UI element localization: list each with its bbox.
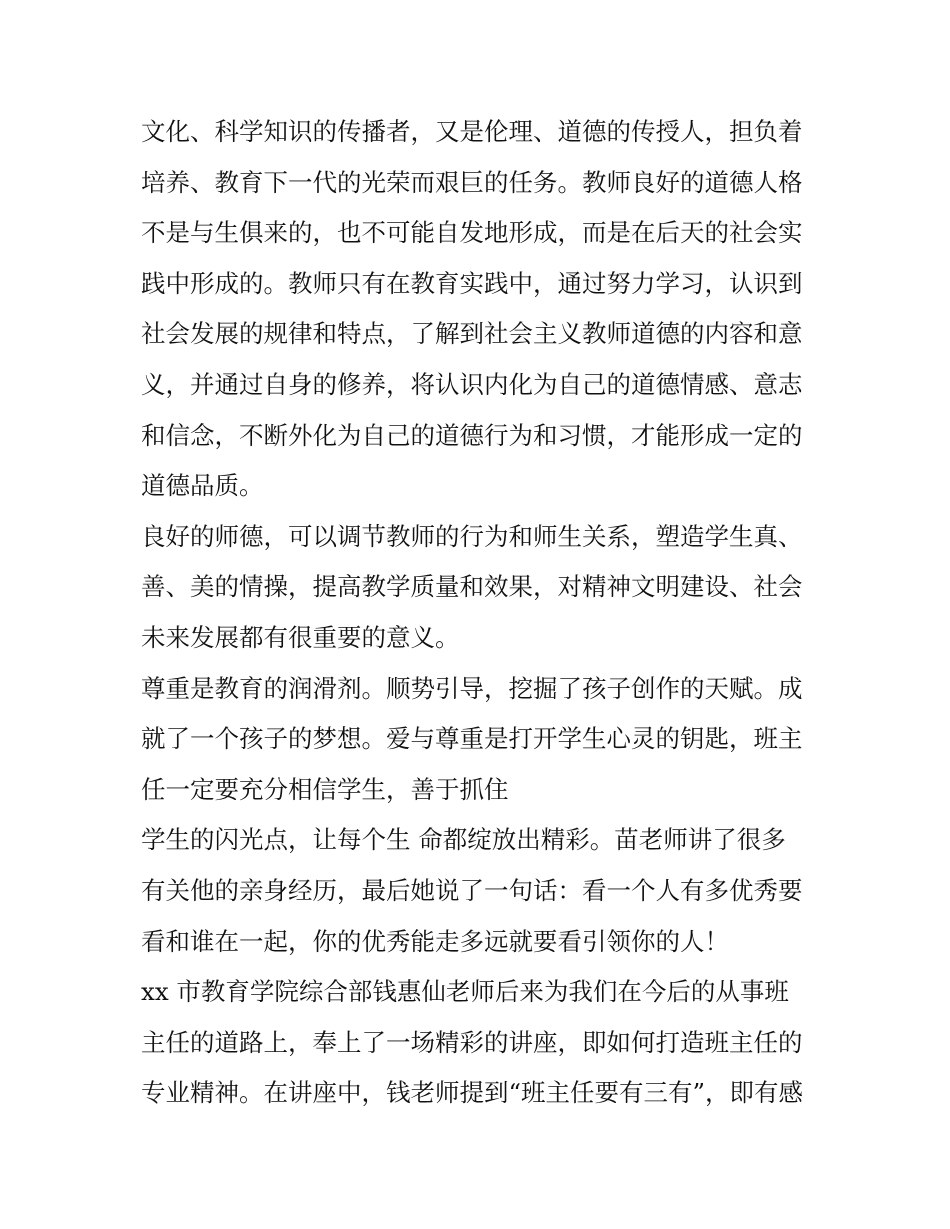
text-line: 有关他的亲身经历，最后她说了一句话：看一个人有多优秀要 (141, 875, 803, 905)
text-line: 和信念，不断外化为自己的道德行为和习惯，才能形成一定的 (141, 420, 803, 450)
body-text (141, 107, 821, 1119)
text-line: 学生的闪光点，让每个生 命都绽放出精彩。苗老师讲了很多 (141, 825, 786, 855)
text-line: 社会发展的规律和特点，了解到社会主义教师道德的内容和意 (141, 319, 803, 349)
text-line: 尊重是教育的润滑剂。顺势引导，挖掘了孩子创作的天赋。成 (141, 673, 803, 703)
text-line: 道德品质。 (141, 471, 264, 501)
text-line: 未来发展都有很重要的意义。 (141, 622, 460, 652)
text-line: 任一定要充分相信学生，善于抓住 (141, 774, 509, 804)
text-line: 义，并通过自身的修养，将认识内化为自己的道德情感、意志 (141, 369, 803, 399)
text-line: 善、美的情操，提高教学质量和效果，对精神文明建设、社会 (141, 572, 803, 602)
text-line: 文化、科学知识的传播者，又是伦理、道德的传授人，担负着 (141, 117, 803, 146)
text-line: 不是与生俱来的，也不可能自发地形成，而是在后天的社会实 (141, 218, 803, 248)
text-line: 专业精神。在讲座中，钱老师提到“班主任要有三有”，即有感 (141, 1078, 804, 1108)
text-line: xx 市教育学院综合部钱惠仙老师后来为我们在今后的从事班 (141, 977, 789, 1007)
text-line: 践中形成的。教师只有在教育实践中，通过努力学习，认识到 (141, 268, 803, 298)
text-line: 良好的师德，可以调节教师的行为和师生关系，塑造学生真、 (141, 521, 803, 551)
text-line: 培养、教育下一代的光荣而艰巨的任务。教师良好的道德人格 (141, 167, 803, 197)
text-line: 看和谁在一起，你的优秀能走多远就要看引领你的人！ (141, 926, 729, 956)
text-line: 主任的道路上，奉上了一场精彩的讲座，即如何打造班主任的 (141, 1027, 803, 1057)
text-line: 就了一个孩子的梦想。爱与尊重是打开学生心灵的钥匙，班主 (141, 724, 803, 754)
